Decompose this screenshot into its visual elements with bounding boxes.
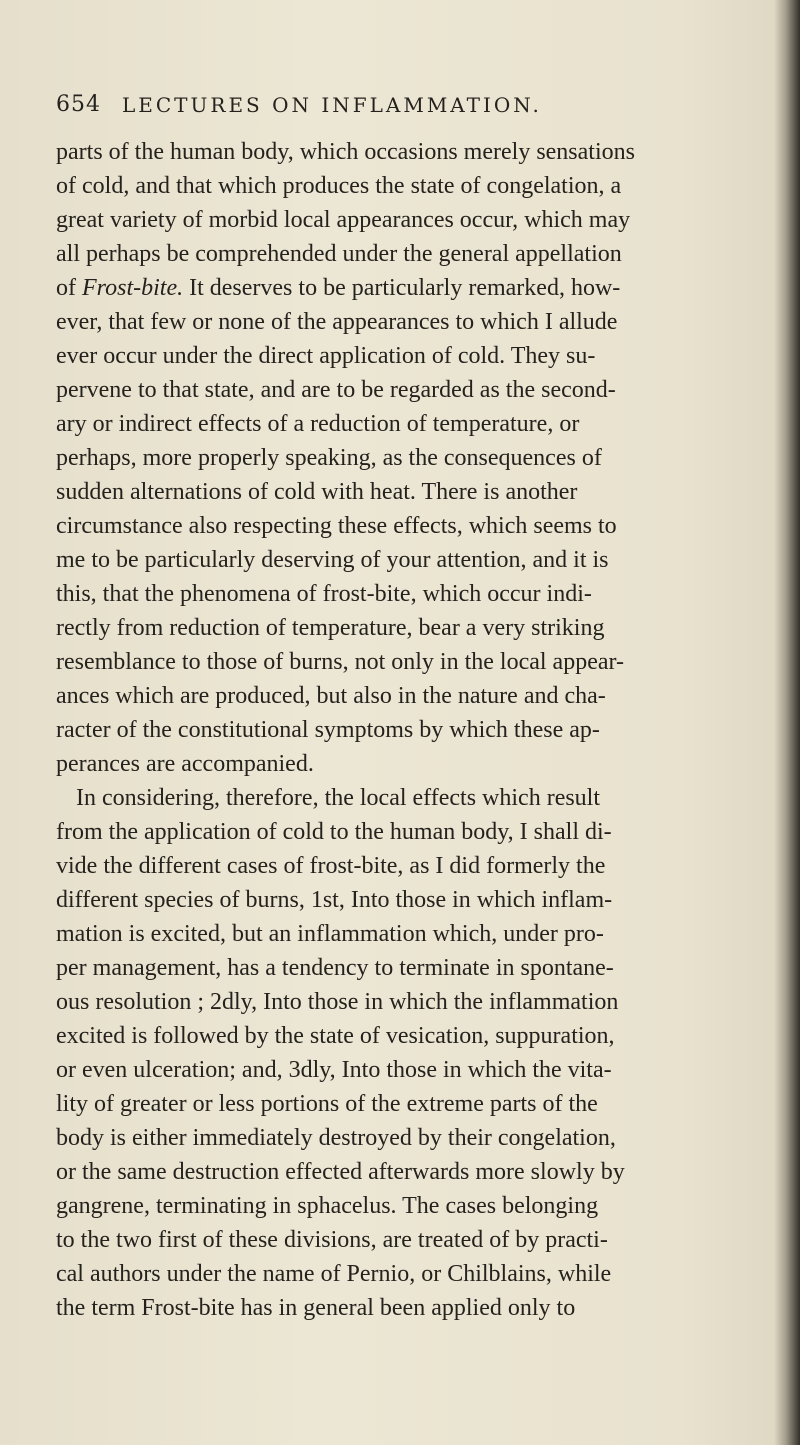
body-text bbox=[56, 135, 778, 1325]
text-line: cal authors under the name of Pernio, or Chilblains, while bbox=[56, 1261, 612, 1287]
running-head: LECTURES ON INFLAMMATION. bbox=[122, 93, 542, 117]
text-line: pervene to that state, and are to be regarded as the second- bbox=[56, 377, 616, 403]
text-line: ances which are produced, but also in the nature and cha- bbox=[56, 683, 606, 709]
text-line: sudden alternations of cold with heat. There is another bbox=[56, 479, 578, 505]
text-line: to the two first of these divisions, are treated of by practi- bbox=[56, 1227, 608, 1253]
text-line: perances are accompanied. bbox=[56, 751, 314, 777]
text-line: or even ulceration; and, 3dly, Into those in which the vita- bbox=[56, 1057, 612, 1083]
text-line: per management, has a tendency to terminate in spontane- bbox=[56, 955, 614, 981]
text-line: from the application of cold to the human body, I shall di- bbox=[56, 819, 612, 845]
text-line: resemblance to those of burns, not only in the local appear- bbox=[56, 649, 625, 675]
italic-term: Frost-bite. bbox=[82, 275, 184, 301]
text-line: perhaps, more properly speaking, as the consequences of bbox=[56, 445, 602, 471]
text-line: rectly from reduction of temperature, bear a very striking bbox=[56, 615, 605, 641]
text-line: different species of burns, 1st, Into those in which inflam- bbox=[56, 887, 613, 913]
text-line: ever, that few or none of the appearances to which I allude bbox=[56, 309, 618, 335]
text-line: ever occur under the direct application of cold. They su- bbox=[56, 343, 596, 369]
text-line bbox=[56, 271, 778, 305]
text-line: or the same destruction effected afterwards more slowly by bbox=[56, 1159, 625, 1185]
text-line: body is either immediately destroyed by their congelation, bbox=[56, 1125, 616, 1151]
text-line: of cold, and that which produces the state of congelation, a bbox=[56, 173, 622, 199]
page-number: 654 bbox=[56, 92, 101, 117]
text-line: me to be particularly deserving of your attention, and it is bbox=[56, 547, 609, 573]
text-line: this, that the phenomena of frost-bite, which occur indi- bbox=[56, 581, 592, 607]
text-line: the term Frost-bite has in general been applied only to bbox=[56, 1295, 576, 1321]
paragraph-start-line: In considering, therefore, the local effects which result bbox=[76, 785, 601, 811]
text-line: all perhaps be comprehended under the general appellation bbox=[56, 241, 622, 267]
line-start: of bbox=[56, 275, 76, 301]
text-line: ous resolution ; 2dly, Into those in which the inflammation bbox=[56, 989, 619, 1015]
text-line: gangrene, terminating in sphacelus. The cases belonging bbox=[56, 1193, 599, 1219]
line-end: It deserves to be particularly remarked, how- bbox=[189, 275, 621, 301]
text-line: lity of greater or less portions of the extreme parts of the bbox=[56, 1091, 598, 1117]
text-line: great variety of morbid local appearances occur, which may bbox=[56, 207, 631, 233]
text-line: racter of the constitutional symptoms by which these ap- bbox=[56, 717, 600, 743]
text-line: circumstance also respecting these effects, which seems to bbox=[56, 513, 617, 539]
text-line: mation is excited, but an inflammation which, under pro- bbox=[56, 921, 604, 947]
page-header bbox=[56, 92, 776, 122]
text-line: ary or indirect effects of a reduction of temperature, or bbox=[56, 411, 580, 437]
text-line: vide the different cases of frost-bite, as I did formerly the bbox=[56, 853, 606, 879]
text-line: excited is followed by the state of vesication, suppuration, bbox=[56, 1023, 615, 1049]
text-line: parts of the human body, which occasions merely sensations bbox=[56, 139, 635, 165]
